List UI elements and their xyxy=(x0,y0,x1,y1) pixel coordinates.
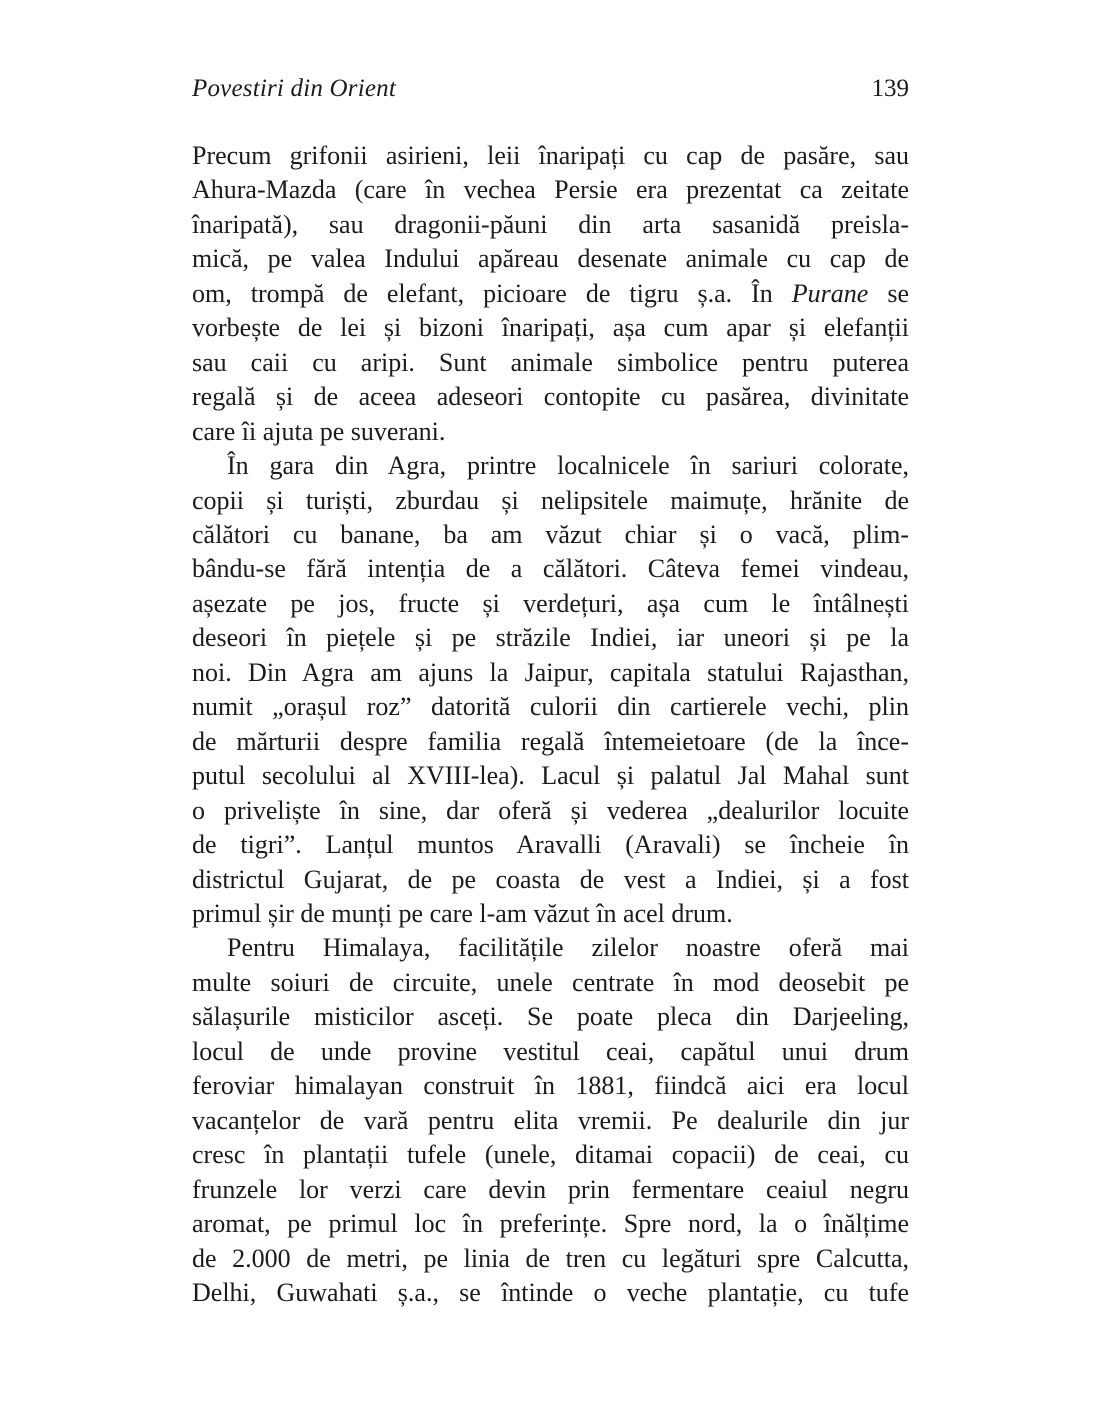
text-line: districtul Gujarat, de pe coasta de vest a Indiei, și a fost xyxy=(192,864,909,894)
text-line: În gara din Agra, printre localnicele în sariuri colorate, xyxy=(227,451,909,481)
text-line: putul secolului al XVIII-lea). Lacul și palatul Jal Mahal sunt xyxy=(192,761,909,791)
paragraph xyxy=(192,449,909,931)
text-line: mică, pe valea Indului apăreau desenate animale cu cap de xyxy=(192,244,909,274)
italic-term: Purane xyxy=(791,278,869,308)
text-line: călători cu banane, ba am văzut chiar și o vacă, plim- xyxy=(192,519,909,549)
text-segment: se xyxy=(868,278,909,308)
text-segment: om, trompă de elefant, picioare de tigru ș.a. În xyxy=(192,278,792,308)
text-line: regală și de aceea adeseori contopite cu pasărea, divinitate xyxy=(192,382,909,412)
text-line: de tigri”. Lanțul muntos Aravalli (Aravali) se încheie în xyxy=(192,830,909,860)
text-line xyxy=(192,277,909,311)
text-line: cresc în plantații tufele (unele, ditamai copacii) de ceai, cu xyxy=(192,1140,909,1170)
paragraph xyxy=(192,931,909,1310)
text-line: frunzele lor verzi care devin prin fermentare ceaiul negru xyxy=(192,1174,909,1204)
text-line: sau caii cu aripi. Sunt animale simbolice pentru puterea xyxy=(192,347,909,377)
running-title: Povestiri din Orient xyxy=(192,75,396,102)
text-line: multe soiuri de circuite, unele centrate în mod deosebit pe xyxy=(192,967,909,997)
text-line: bându-se fără intenția de a călători. Câteva femei vindeau, xyxy=(192,554,909,584)
text-line: vacanțelor de vară pentru elita vremii. Pe dealurile din jur xyxy=(192,1105,909,1135)
running-header xyxy=(192,74,909,104)
text-line: copii și turiști, zburdau și nelipsitele maimuțe, hrănite de xyxy=(192,485,909,515)
paragraph xyxy=(192,139,909,449)
text-line: locul de unde provine vestitul ceai, capătul unui drum xyxy=(192,1036,909,1066)
text-line: Delhi, Guwahati ș.a., se întinde o veche plantație, cu tufe xyxy=(192,1277,909,1307)
text-line: Ahura-Mazda (care în vechea Persie era prezentat ca zeitate xyxy=(192,175,909,205)
text-line: aromat, pe primul loc în preferințe. Spre nord, la o înălțime xyxy=(192,1209,909,1239)
text-line: o priveliște în sine, dar oferă și vederea „dealurilor locuite xyxy=(192,795,909,825)
text-line: sălașurile misticilor asceți. Se poate pleca din Darjeeling, xyxy=(192,1002,909,1032)
text-line: vorbește de lei și bizoni înaripați, așa cum apar și elefanții xyxy=(192,313,909,343)
text-line: noi. Din Agra am ajuns la Jaipur, capitala statului Rajasthan, xyxy=(192,657,909,687)
text-line: Pentru Himalaya, facilitățile zilelor noastre oferă mai xyxy=(227,933,909,963)
text-line: de mărturii despre familia regală întemeietoare (de la înce- xyxy=(192,726,909,756)
text-line: care îi ajuta pe suverani. xyxy=(192,416,446,446)
body-text xyxy=(192,139,909,1310)
text-line: de 2.000 de metri, pe linia de tren cu legături spre Calcutta, xyxy=(192,1243,909,1273)
page-number: 139 xyxy=(871,75,909,102)
text-line: așezate pe jos, fructe și verdețuri, așa cum le întâlnești xyxy=(192,588,909,618)
text-line: feroviar himalayan construit în 1881, fiindcă aici era locul xyxy=(192,1071,909,1101)
text-line: numit „orașul roz” datorită culorii din cartierele vechi, plin xyxy=(192,692,909,722)
text-line: Precum grifonii asirieni, leii înaripați cu cap de pasăre, sau xyxy=(192,141,909,170)
text-line: primul șir de munți pe care l-am văzut în acel drum. xyxy=(192,898,733,928)
text-line: deseori în piețele și pe străzile Indiei, iar uneori și pe la xyxy=(192,623,909,653)
text-line: înaripată), sau dragonii-păuni din arta sasanidă preisla- xyxy=(192,209,909,239)
